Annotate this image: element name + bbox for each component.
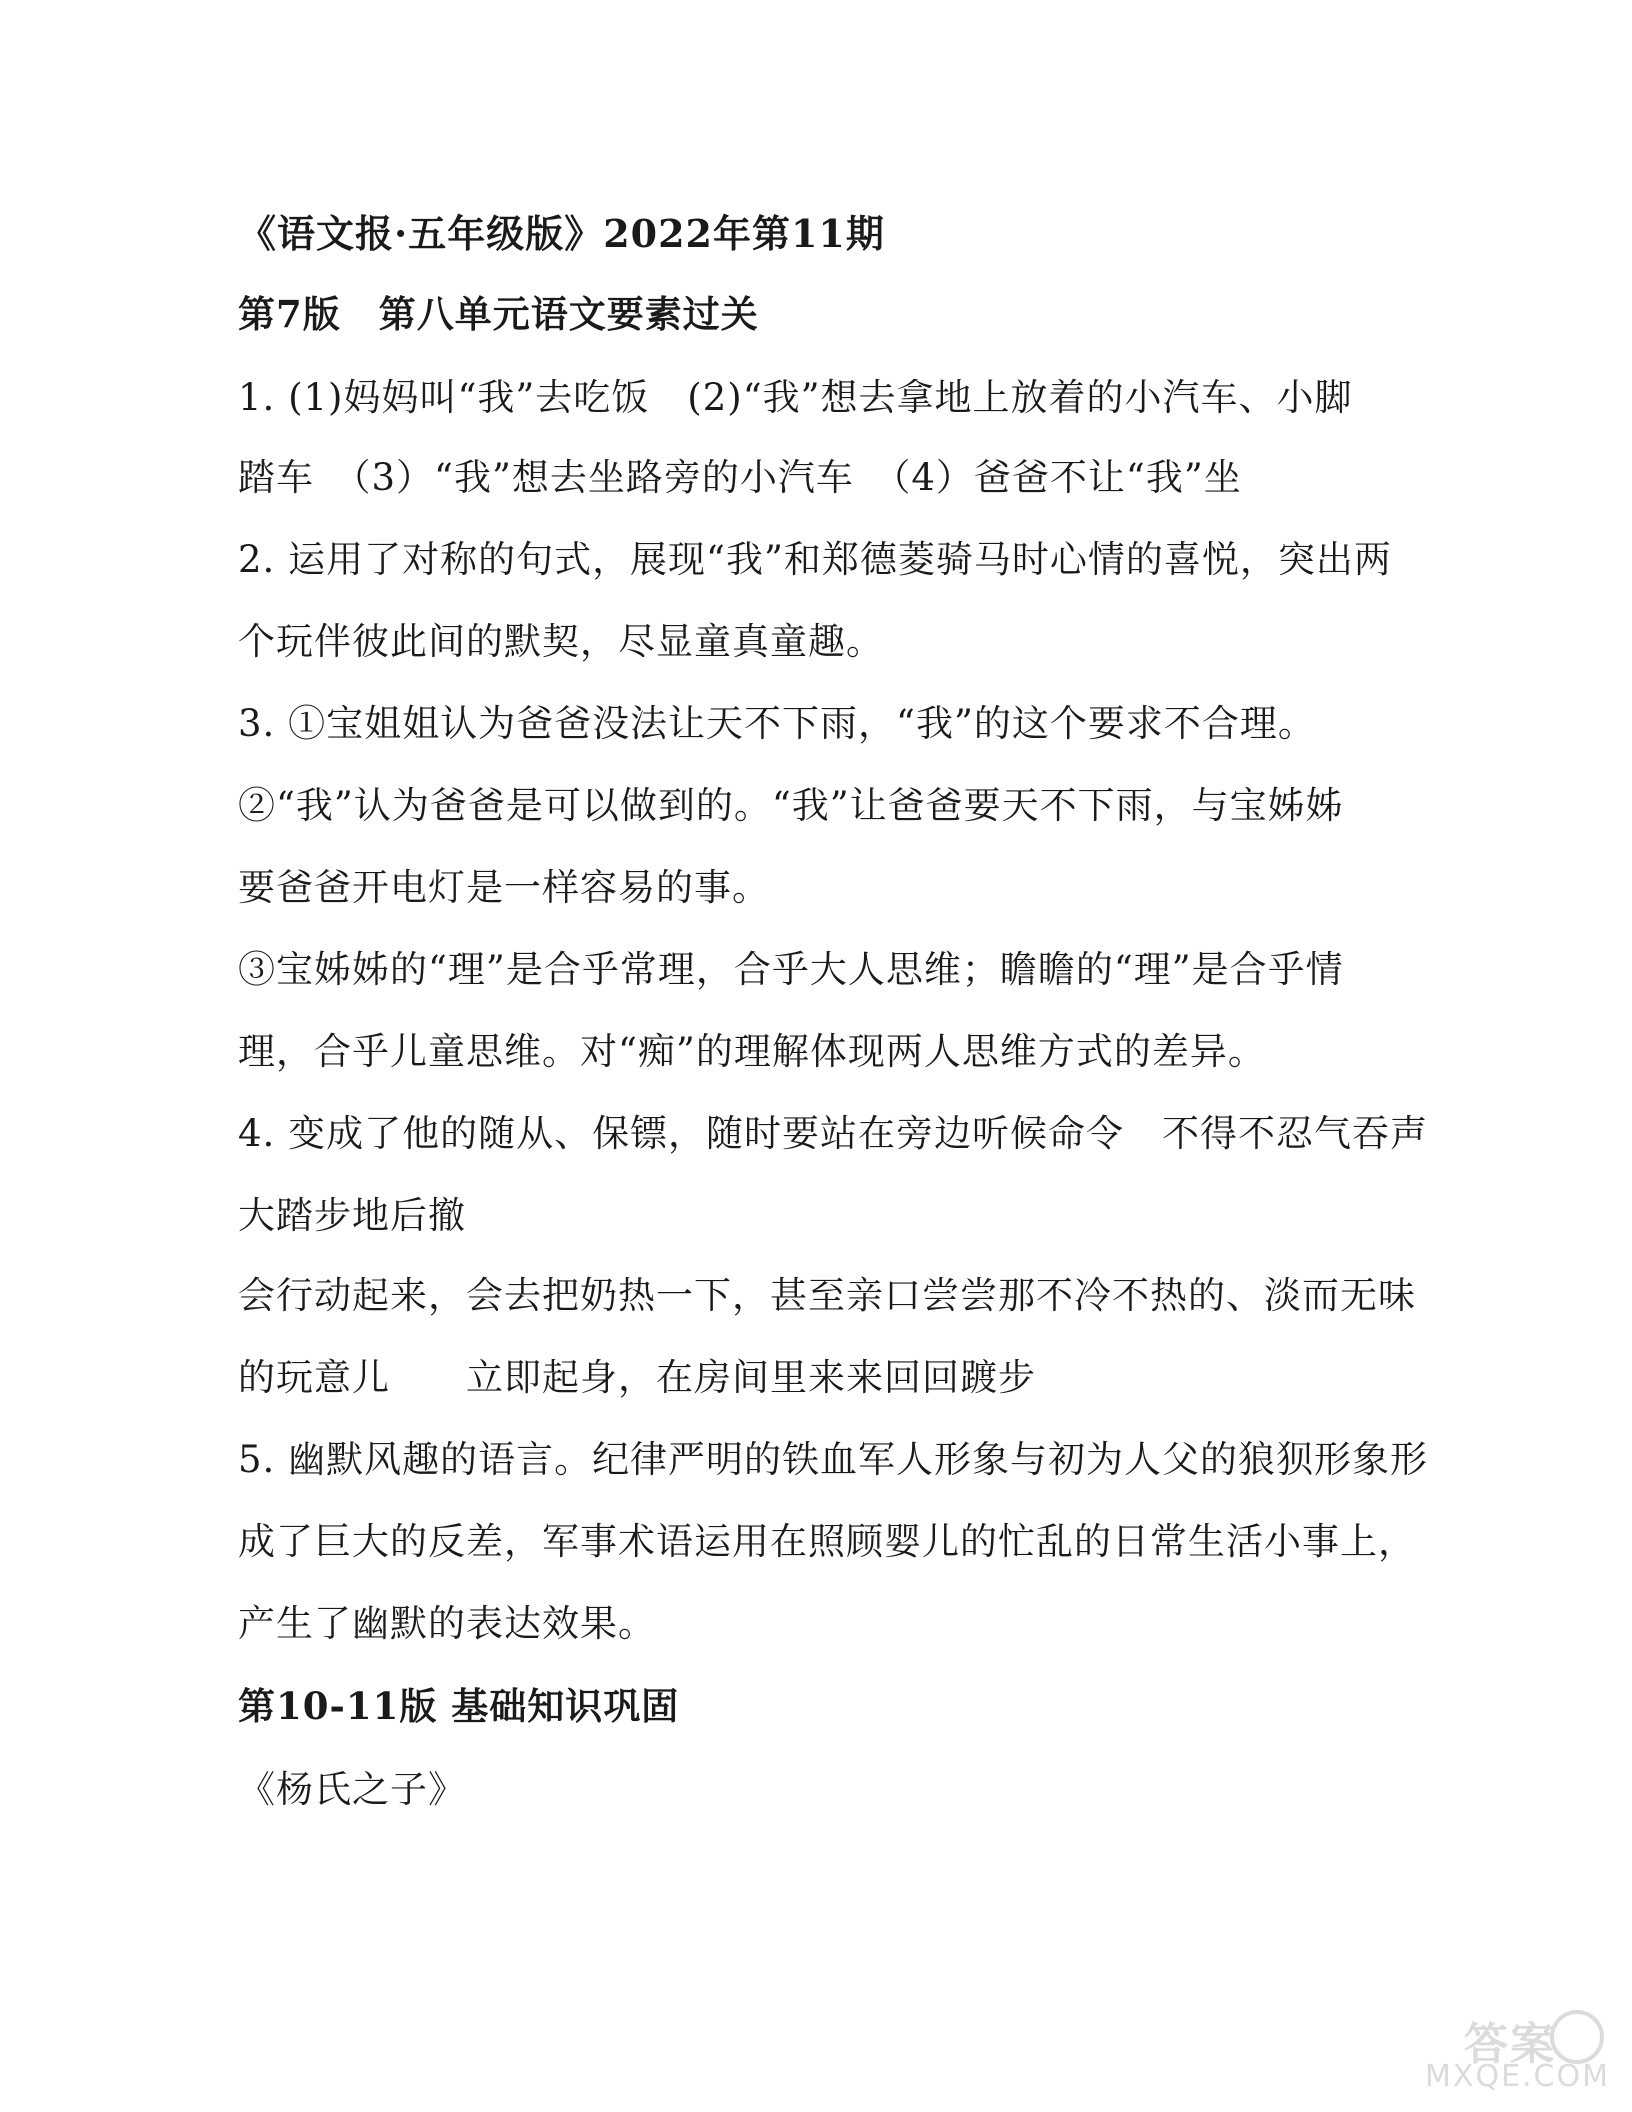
site-watermark [1350, 2004, 1610, 2094]
document-title: 《语文报·五年级版》2022年第11期 [238, 211, 885, 256]
watermark-url: MXQE.COM [1425, 2059, 1610, 2094]
answer-4-line-2: 大踏步地后撤 [238, 1194, 466, 1237]
answer-3-line-4: ③宝姊姊的“理”是合乎常理，合乎大人思维；瞻瞻的“理”是合乎情 [238, 948, 1344, 991]
answer-5-line-2: 成了巨大的反差，军事术语运用在照顾婴儿的忙乱的日常生活小事上， [238, 1520, 1416, 1563]
answer-5-line-3: 产生了幽默的表达效果。 [238, 1602, 656, 1645]
answer-3-line-2: ②“我”认为爸爸是可以做到的。“我”让爸爸要天不下雨，与宝姊姊 [238, 784, 1344, 827]
section-10-11-heading: 第10-11版 基础知识巩固 [238, 1684, 680, 1728]
answer-3-line-5: 理，合乎儿童思维。对“痴”的理解体现两人思维方式的差异。 [238, 1030, 1266, 1073]
answer-3-line-3: 要爸爸开电灯是一样容易的事。 [238, 866, 770, 909]
answer-3-line-1: 3. ①宝姐姐认为爸爸没法让天不下雨，“我”的这个要求不合理。 [238, 702, 1316, 745]
answer-1-line-2: 踏车 （3）“我”想去坐路旁的小汽车 （4）爸爸不让“我”坐 [238, 456, 1242, 499]
answer-1-line-1: 1. (1)妈妈叫“我”去吃饭 (2)“我”想去拿地上放着的小汽车、小脚 [238, 376, 1353, 419]
answer-4-line-3: 会行动起来，会去把奶热一下，甚至亲口尝尝那不冷不热的、淡而无味 [238, 1274, 1416, 1317]
section-10-11-subtitle: 《杨氏之子》 [238, 1768, 466, 1811]
answer-2-line-1: 2. 运用了对称的句式，展现“我”和郑德菱骑马时心情的喜悦，突出两 [238, 538, 1392, 581]
section-7-heading: 第7版 第八单元语文要素过关 [238, 292, 759, 336]
answer-4-line-1: 4. 变成了他的随从、保镖，随时要站在旁边听候命令 不得不忍气吞声 [238, 1112, 1429, 1155]
watermark-logo-text: 答案 [1464, 2019, 1556, 2070]
watermark-seal-icon [1550, 2010, 1604, 2064]
answer-4-line-4: 的玩意儿 立即起身，在房间里来来回回踱步 [238, 1356, 1036, 1399]
answer-5-line-1: 5. 幽默风趣的语言。纪律严明的铁血军人形象与初为人父的狼狈形象形 [238, 1438, 1429, 1481]
answer-2-line-2: 个玩伴彼此间的默契，尽显童真童趣。 [238, 620, 884, 663]
